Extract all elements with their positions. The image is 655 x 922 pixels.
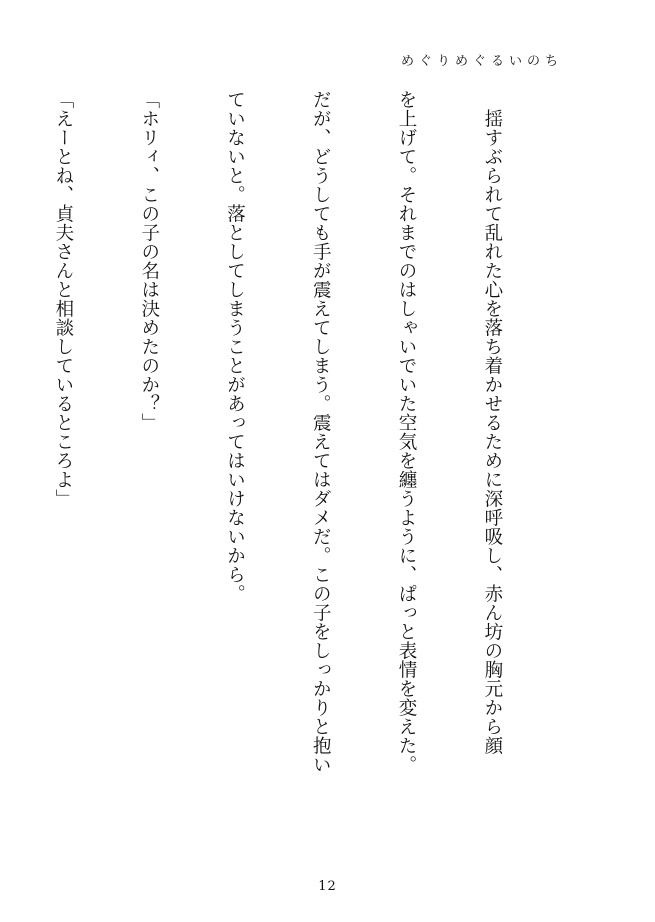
dialogue-line: 「えーとね、貞夫さんと相談しているところよ」 [52, 90, 74, 508]
running-header: めぐりめぐるいのち [400, 54, 563, 69]
vertical-body-text [0, 90, 563, 850]
text-line: だが、どうしても手が震えてしまう。震えてはダメだ。この子をしっかりと抱い [310, 90, 332, 774]
text-line: 揺すぶられて乱れた心を落ち着かせるために深呼吸し、赤ん坊の胸元から顔 [481, 90, 503, 755]
text-line: ていないと。落としてしまうことがあってはいけないから。 [224, 90, 246, 603]
dialogue-line: 「ホリィ、この子の名は決めたのか？」 [138, 90, 160, 432]
text-line: を上げて。それまでのはしゃいでいた空気を纏うように、ぱっと表情を変えた。 [396, 90, 418, 774]
page-number: 12 [318, 879, 337, 894]
